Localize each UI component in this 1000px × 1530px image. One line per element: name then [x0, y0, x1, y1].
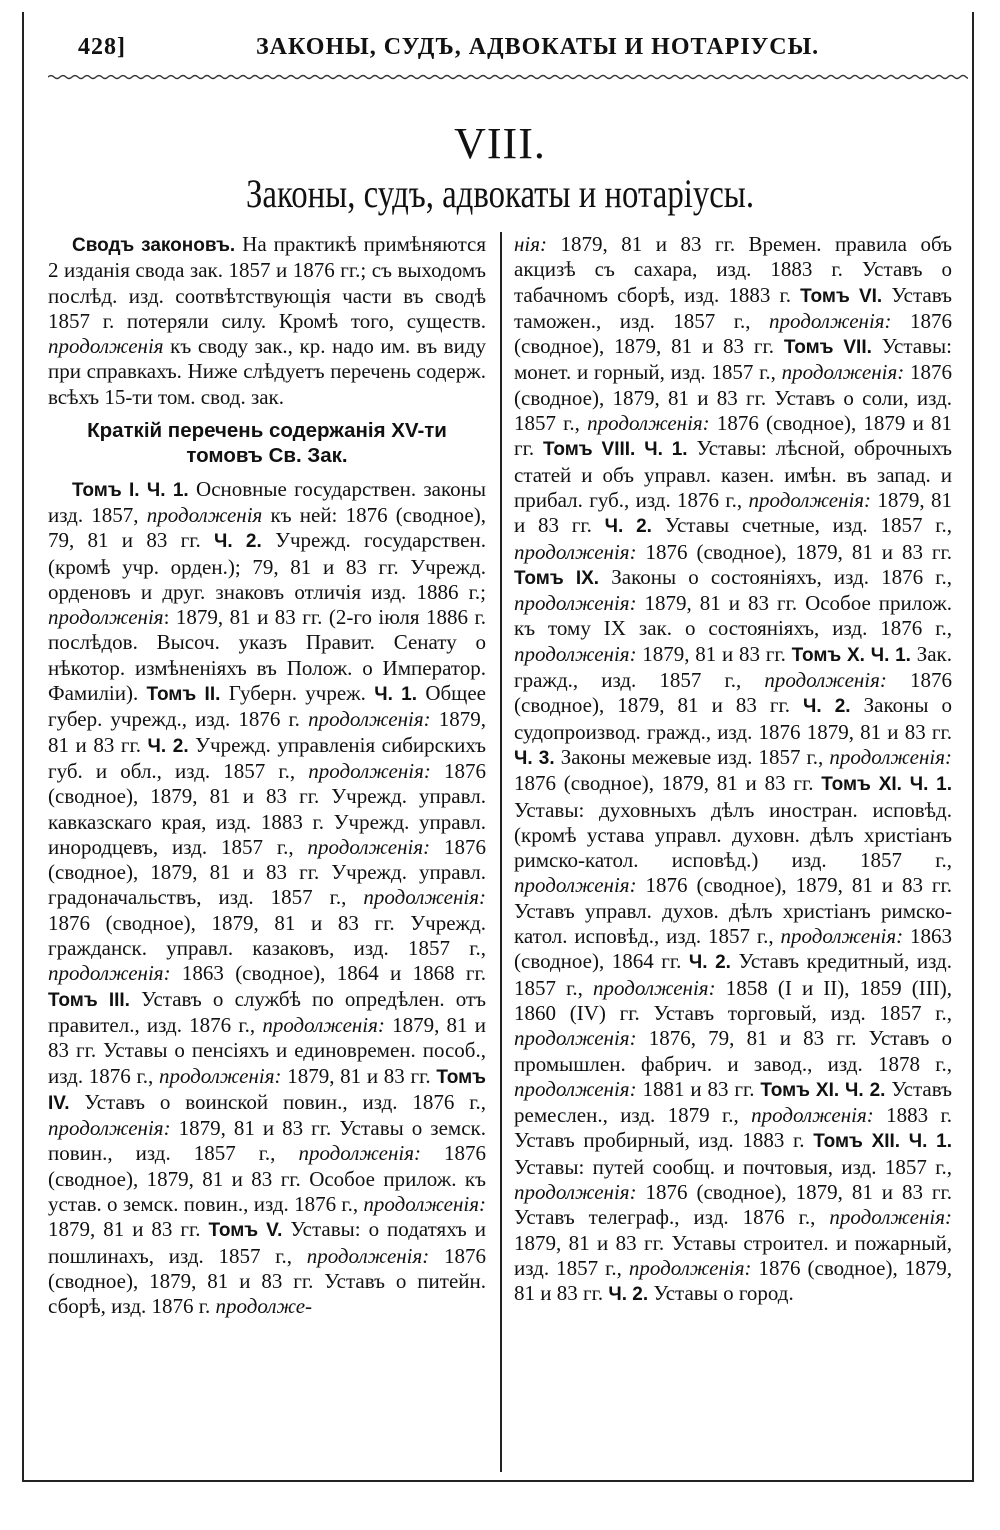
text-run: 1876 (сводное), 1879 и 81 гг.	[514, 411, 952, 461]
text-run: Уставъ о службѣ по опредѣлен. отъ правител., изд. 1876 г.,	[48, 986, 486, 1037]
text-run: 1863 (сводное), 1864 и 1868 гг.	[170, 961, 486, 986]
text-run: 1876, 79, 81 и 83 гг. Уставъ о промышлен. фабрич. и завод., изд. 1878 г.,	[514, 1026, 952, 1076]
italic-run: продолженія	[146, 502, 263, 527]
text-run: 1876 (сводное), 1879, 81 и 83 гг.	[514, 668, 952, 718]
text-run: 1879, 81 и 83 гг. Уставы о земск. повин., изд. 1857 г.,	[48, 1116, 486, 1166]
text-run: 1883 г. Уставъ пробирный, изд. 1883 г.	[514, 1103, 952, 1153]
text-run: 1879, 81 и 83 гг. Уставы строител. и пожарный, изд. 1857 г.,	[514, 1230, 952, 1280]
text-run: Уставы: лѣсной, оброчныхъ статей и объ управл. казен. имѣн. въ запад. и прибал. губ., изд. 1876 г.,	[514, 436, 952, 512]
text-run: Уставъ ремеслен., изд. 1879 г.,	[514, 1076, 952, 1128]
text-run: 1879, 81 и 83 гг. Уставы о пенсіяхъ и единовремен. пособ., изд. 1876 г.,	[48, 1012, 486, 1088]
text-run: 1876 (сводное), 1879, 81 и 83 гг. Уставъ о соли, изд. 1857 г.,	[514, 360, 952, 436]
italic-run: продолженія:	[514, 641, 637, 666]
text-run: Зак. гражд., изд. 1857 г.,	[514, 641, 952, 693]
italic-run: продолженія:	[48, 1116, 171, 1141]
wavy-rule	[48, 72, 968, 82]
text-run: 1879, 81 и 83 гг.	[281, 1063, 437, 1088]
italic-run: продолженія	[48, 334, 164, 359]
italic-run: нія:	[514, 232, 548, 256]
part-label: Ч. 2.	[604, 516, 652, 538]
section-title: Законы, судъ, адвокаты и нотаріусы.	[245, 171, 755, 216]
page-number: 428]	[78, 34, 126, 60]
italic-run: продолженія:	[587, 411, 710, 436]
italic-run: продолженія:	[829, 744, 952, 769]
volume-label: Томъ I. Ч. 1.	[72, 479, 189, 501]
italic-run: продолженія:	[514, 539, 637, 564]
italic-run: продолженія	[48, 605, 164, 630]
italic-run: продолженія:	[514, 591, 637, 616]
text-run: 1876 (сводное), 1879, 81 и 83 гг.	[514, 771, 822, 796]
paragraph-volumes	[48, 477, 486, 1320]
text-run: Законы межевые изд. 1857 г.,	[554, 744, 830, 769]
text-run: Уставы: монет. и горный, изд. 1857 г.,	[514, 334, 952, 385]
volume-label: Томъ VI.	[800, 285, 883, 307]
text-run: 1876 (сводное), 1879, 81 и 83 гг.	[636, 539, 952, 564]
text-run: 1879, 81 и 83 гг.	[636, 641, 792, 666]
italic-run: продолженія:	[628, 1255, 752, 1280]
italic-run: продолженія:	[514, 873, 637, 898]
text-run: 1876 (сводное), 1879, 81 и 83 гг.	[514, 308, 952, 359]
paragraph-volumes-continued	[514, 232, 952, 1307]
italic-run: продолже-	[215, 1294, 313, 1319]
paragraph-intro	[48, 232, 486, 410]
volume-label: Томъ III.	[48, 989, 130, 1011]
italic-run: продолженія:	[764, 668, 887, 693]
volume-label: Томъ VIII. Ч. 1.	[542, 439, 688, 461]
part-label: Ч. 2.	[803, 696, 851, 718]
italic-run: продолженія:	[158, 1063, 282, 1088]
italic-run: продолженія:	[363, 1191, 486, 1216]
italic-run: продолженія:	[748, 487, 872, 512]
text-run: Общее губер. учрежд., изд. 1876 г.	[48, 681, 486, 732]
bold-heading: Сводъ законовъ.	[72, 235, 236, 256]
italic-run: продолженія:	[307, 834, 431, 859]
italic-run: продолженія:	[780, 924, 904, 949]
text-run: Уставы о город.	[648, 1281, 794, 1306]
text-run: Губерн. учреж.	[220, 681, 375, 706]
italic-run: продолженія:	[306, 1243, 430, 1268]
text-run: 1879, 81 и 83 гг. Времен. правила объ акцизѣ съ сахара, изд. 1883 г. Уставъ о табачномъ сборѣ, изд. 1883 г.	[514, 232, 952, 307]
text-run: 1876 (сводное), 1879, 81 и 83 гг. Уставъ телеграф., изд. 1876 г.,	[514, 1179, 952, 1230]
part-label: Ч. 2.	[147, 735, 189, 757]
italic-run: продолженія:	[781, 360, 905, 385]
italic-run: продолженія:	[262, 1012, 385, 1037]
italic-run: продолженія:	[751, 1103, 874, 1128]
text-run: 1876 (сводное), 1879, 81 и 83 гг. Особое прилож. къ устав. о земск. повин., изд. 1876 г.,	[48, 1141, 486, 1216]
text-run: 1858 (I и II), 1859 (III), 1860 (IV) гг. Уставъ торговый, изд. 1857 г.,	[514, 975, 952, 1025]
italic-run: продолженія:	[298, 1141, 422, 1166]
italic-run: продолженія:	[48, 961, 171, 986]
part-label: Ч. 2.	[608, 1284, 649, 1306]
text-run: Законы о судопроизвод. гражд., изд. 1876 1879, 81 и 83 гг.	[514, 693, 952, 744]
text-run: 1876 (сводное), 1879, 81 и 83 гг.	[514, 1255, 952, 1306]
text-run: 1876 (сводное), 1879, 81 и 83 гг. Учрежд. гражданск. управл. казаковъ, изд. 1857 г.,	[48, 910, 486, 961]
text-run: 1876 (сводное), 1879, 81 и 83 гг. Уставъ о питейн. сборѣ, изд. 1876 г.	[48, 1243, 486, 1319]
part-label: Ч. 2.	[688, 952, 731, 974]
italic-run: продолженія:	[363, 885, 486, 910]
italic-run: продолженія:	[514, 1026, 637, 1051]
volume-label: Томъ X. Ч. 1.	[791, 644, 911, 666]
italic-run: продолженія:	[308, 758, 431, 783]
text-run: 1879, 81 и 83 гг.	[48, 707, 486, 757]
text-run: Уставы счетные, изд. 1857 г.,	[651, 513, 952, 538]
subheading: Краткій перечень содержанія XV-ти томовъ Св. Зак.	[87, 419, 447, 468]
right-column	[514, 232, 952, 1472]
text-run: На практикѣ примѣняются 2 изданія свода зак. 1857 и 1876 гг.; съ выходомъ послѣд. изд. соотвѣтствующія части въ сводѣ 1857 г. потеряли силу. Кромѣ того, существ.	[48, 232, 486, 333]
volume-label: Томъ XI. Ч. 1.	[821, 774, 952, 796]
italic-run: продолженія:	[829, 1205, 952, 1230]
text-run: 1879, 81 и 83 гг.	[48, 1217, 209, 1242]
text-run: 1876 (сводное), 1879, 81 и 83 гг. Учрежд. управл. кавказскаго края, изд. 1883 г. Учрежд. управл. инородцевъ, изд. 1857 г.,	[48, 758, 486, 859]
text-run: Основные государствен. законы изд. 1857,	[48, 476, 486, 527]
volume-label: Томъ XI. Ч. 2.	[760, 1079, 886, 1101]
text-run: 1876 (сводное), 1879, 81 и 83 гг. Учрежд. управл. градоначальствъ, изд. 1857 г.,	[48, 834, 486, 910]
text-run: Уставы: о податяхъ и пошлинахъ, изд. 1857 г.,	[48, 1217, 486, 1268]
volume-label: Томъ XII. Ч. 1.	[813, 1131, 952, 1153]
text-run: Уставы: духовныхъ дѣлъ иностран. исповѣд. (кромѣ устава управл. духовн. дѣлъ христіанъ римско-катол. исповѣд.) изд. 1857 г.,	[514, 797, 952, 873]
text-run: Уставы: путей сообщ. и почтовыя, изд. 1857 г.,	[514, 1154, 952, 1179]
italic-run: продолженія:	[768, 308, 892, 333]
volume-label: Томъ IX.	[514, 567, 600, 589]
text-run: 1881 и 83 гг.	[636, 1076, 761, 1101]
text-run: къ своду зак., кр. надо им. въ виду при справкахъ. Ниже слѣдуетъ перечень содерж. всѣхъ 15-ти том. свод. зак.	[48, 334, 486, 409]
text-run: 1876 (сводное), 1879, 81 и 83 гг. Уставъ управл. духов. дѣлъ христіанъ римско-катол. исповѣд., изд. 1857 г.,	[514, 873, 952, 949]
text-run: 1879, 81 и 83 гг. Особое прилож. къ тому IX зак. о состояніяхъ, изд. 1876 г.,	[514, 591, 952, 641]
text-run: 1863 (сводное), 1864 гг.	[514, 924, 952, 974]
text-run: къ ней: 1876 (сводное), 79, 81 и 83 гг.	[48, 502, 486, 553]
volume-label: Томъ II.	[146, 684, 221, 706]
volume-label: Томъ V.	[208, 1220, 283, 1242]
text-run: : 1879, 81 и 83 гг. (2-го іюля 1886 г. послѣдов. Высоч. указъ Правит. Сенату о нѣкотор. измѣненіяхъ въ Полож. о Император. Фамиліи).	[48, 605, 486, 706]
text-run: Учрежд. управленія сибирскихъ губ. и обл., изд. 1857 г.,	[48, 732, 486, 783]
volume-label: Томъ IV.	[48, 1066, 486, 1114]
part-label: Ч. 2.	[214, 531, 262, 553]
text-run: Уставъ таможен., изд. 1857 г.,	[514, 282, 952, 333]
text-run: Законы о состояніяхъ, изд. 1876 г.,	[599, 564, 952, 589]
text-run: 1879, 81 и 83 гг.	[514, 487, 952, 538]
part-label: Ч. 1.	[374, 684, 418, 706]
section-number: VIII.	[454, 119, 546, 168]
left-column	[48, 232, 486, 1472]
text-run: Уставъ о воинской повин., изд. 1876 г.,	[69, 1089, 486, 1114]
text-run: Учрежд. государствен. (кромѣ учр. орден.); 79, 81 и 83 гг. Учрежд. орденовъ и друг. знаковъ отличія изд. 1886 г.;	[48, 528, 486, 604]
volume-label: Томъ VII.	[783, 337, 872, 359]
italic-run: продолженія:	[593, 975, 716, 1000]
part-label: Ч. 3.	[514, 747, 555, 769]
text-run: Уставъ кредитный, изд. 1857 г.,	[514, 949, 952, 1000]
italic-run: продолженія:	[514, 1179, 637, 1204]
column-divider	[500, 232, 502, 1472]
running-head	[48, 34, 968, 74]
italic-run: продолженія:	[514, 1076, 637, 1101]
italic-run: продолженія:	[308, 707, 431, 732]
running-title: ЗАКОНЫ, СУДЪ, АДВОКАТЫ И НОТАРІУСЫ.	[256, 34, 820, 60]
